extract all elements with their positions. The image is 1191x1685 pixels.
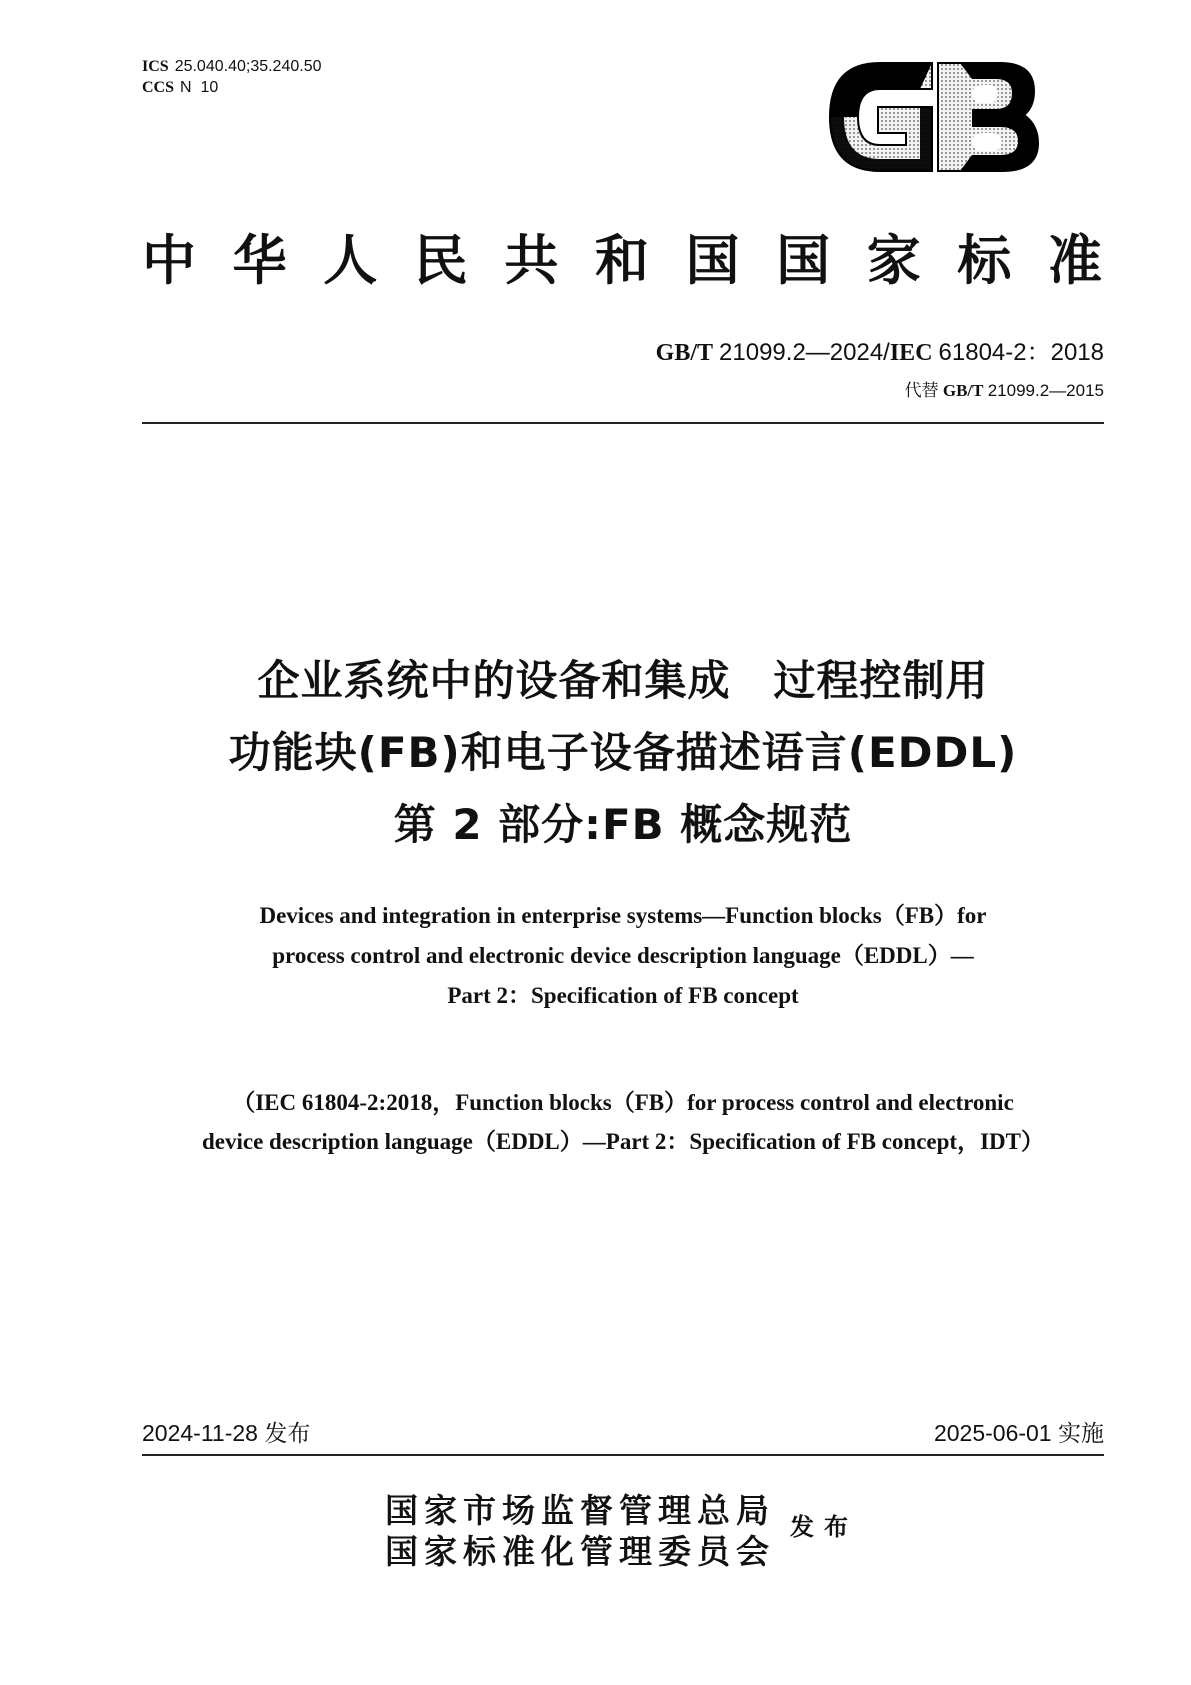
classification-codes <box>142 56 322 98</box>
replaces-standard: 代替 GB/T 21099.2—2015 <box>904 381 1104 400</box>
issuing-authorities <box>385 1490 775 1572</box>
issuer-samr: 国家市场监督管理总局 <box>385 1491 775 1530</box>
chinese-title <box>100 645 1146 861</box>
implement-date: 2025-06-01 实施 <box>933 1420 1104 1446</box>
english-title-line: process control and electronic device description language（EDDL）— <box>272 943 974 968</box>
chinese-title-line: 功能块(FB)和电子设备描述语言(EDDL) <box>228 728 1018 777</box>
iec-note-line: device description language（EDDL）—Part 2：Specification of FB concept，IDT） <box>201 1129 1044 1154</box>
issuer-sac: 国家标准化管理委员会 <box>385 1532 775 1571</box>
iec-equivalence-note <box>120 1083 1126 1161</box>
national-standard-title: 中华人民共和国国家标准 <box>142 228 1104 292</box>
issue-action-label: 发布 <box>790 1512 858 1541</box>
footer-divider <box>142 1454 1104 1456</box>
gb-logo-icon <box>820 55 1045 179</box>
english-title <box>120 896 1126 1016</box>
publish-date: 2024-11-28 发布 <box>142 1420 311 1446</box>
iec-note-line: （IEC 61804-2:2018，Function blocks（FB）for process control and electronic <box>232 1090 1014 1115</box>
ccs-code: CCS N 10 <box>142 79 219 96</box>
header-divider <box>142 422 1104 424</box>
chinese-title-line: 第 2 部分:FB 概念规范 <box>393 800 853 849</box>
chinese-title-line: 企业系统中的设备和集成 过程控制用 <box>257 656 989 705</box>
standard-number: GB/T 21099.2—2024/IEC 61804-2：2018 <box>655 339 1104 366</box>
english-title-line: Part 2：Specification of FB concept <box>447 983 799 1008</box>
english-title-line: Devices and integration in enterprise systems—Function blocks（FB）for <box>259 903 987 928</box>
ics-code: ICS 25.040.40;35.240.50 <box>142 58 322 75</box>
